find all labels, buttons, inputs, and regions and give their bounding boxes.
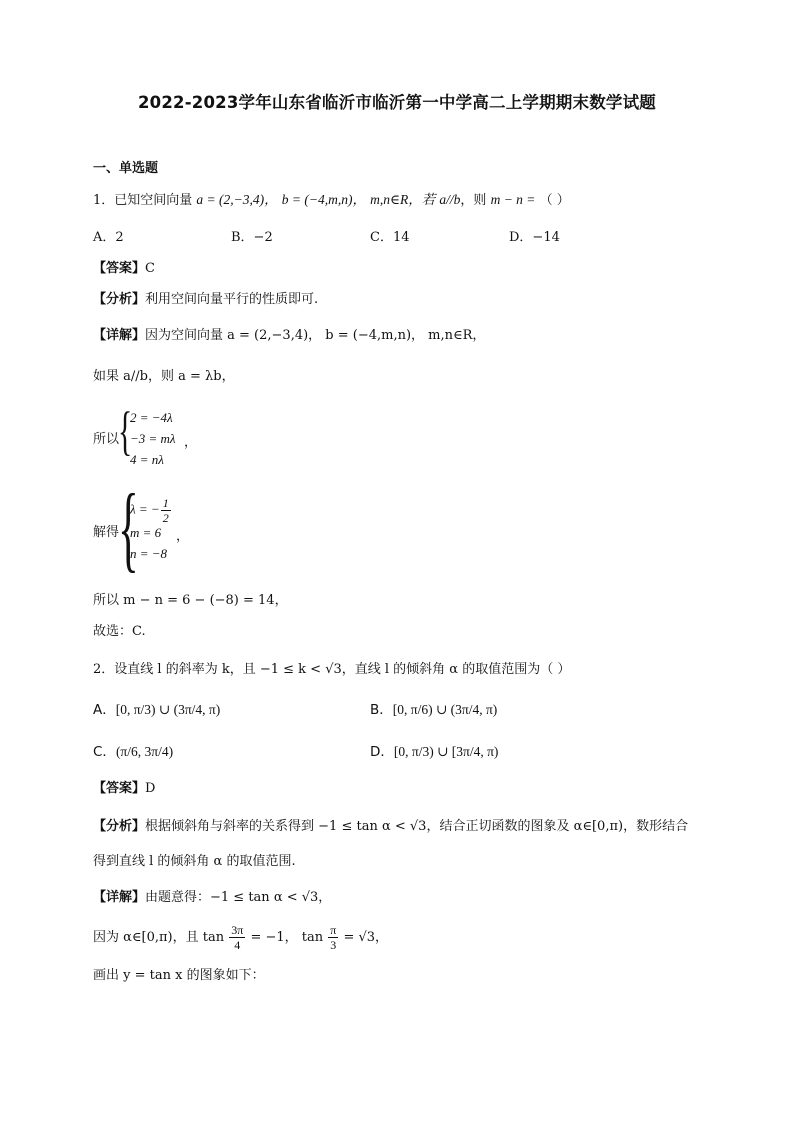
q1-sys1-brace: { (118, 401, 133, 461)
q2-detail-2a: 因为 α∈[0,π)，且 tan (93, 930, 225, 945)
q1-option-b: B．−2 (231, 230, 273, 245)
q2-option-c-text: (π/6, 3π/4) (115, 744, 174, 759)
q1-detail-line2: 如果 a//b，则 a = λb， (93, 369, 235, 384)
q1-sys2-eq1 (130, 496, 172, 525)
q1-result: 所以 m − n = 6 − (−8) = 14， (93, 593, 288, 608)
q2-detail-line2 (93, 923, 388, 952)
q2-detail-line3: 画出 y = tan x 的图象如下： (93, 968, 265, 983)
q2-option-d-text: [0, π/3) ∪ [3π/4, π) (393, 744, 499, 759)
q2-option-d-label: D． (370, 744, 394, 760)
q2-detail (93, 889, 331, 907)
q1-sys1-tail: ， (184, 435, 198, 450)
q2-analysis-line2: 得到直线 l 的倾斜角 α 的取值范围. (93, 854, 296, 869)
q2-detail-2b: = −1， tan (250, 930, 324, 945)
q1-sys2-brace: { (118, 474, 139, 581)
q2-detail-line1: 由题意得：−1 ≤ tan α < √3， (145, 890, 332, 905)
q2-option-c (93, 743, 173, 761)
q2-option-b-text: [0, π/6) ∪ (3π/4, π) (392, 702, 498, 717)
q1-sys1-eq3: 4 = nλ (130, 452, 164, 467)
q2-option-c-label: C． (93, 744, 116, 760)
q1-analysis-text: 利用空间向量平行的性质即可. (145, 292, 319, 307)
q1-answer-tag: 【答案】 (93, 261, 146, 276)
q1-answer-value: C (145, 261, 155, 276)
q2-answer (93, 780, 155, 798)
q2-option-a (93, 701, 220, 719)
q1-option-a: A．2 (93, 230, 124, 245)
q2-option-b (370, 701, 497, 719)
q1-sys2-fraction (161, 496, 171, 525)
q2-frac-pi-3-num: π (330, 923, 337, 937)
q1-analysis (93, 291, 318, 309)
q2-stem: 2．设直线 l 的斜率为 k，且 −1 ≤ k < √3，直线 l 的倾斜角 α 的取值范围为（ ） (93, 662, 571, 677)
q2-option-b-label: B． (370, 702, 393, 718)
q1-ask: ，则 (460, 193, 487, 208)
q1-option-d: D．−14 (509, 230, 560, 245)
q1-detail-tag: 【详解】 (93, 328, 146, 343)
q2-frac-3pi-4-den: 4 (234, 938, 241, 952)
q2-frac-pi-3-den: 3 (330, 938, 337, 952)
q1-paren: （ ） (539, 193, 570, 208)
q1-sys2-tail: ， (176, 529, 190, 544)
q2-frac-pi-3 (328, 923, 338, 952)
section-heading: 一、单选题 (93, 161, 159, 176)
q1-parallel: a//b (439, 192, 461, 207)
q1-vec-a: a = (2,−3,4)， (196, 192, 278, 207)
q2-option-a-label: A． (93, 702, 116, 718)
q1-sys1-eq2: −3 = mλ (130, 431, 176, 446)
q2-option-a-text: [0, π/3) ∪ (3π/4, π) (115, 702, 221, 717)
q1-sys2-lambda: λ = − (130, 501, 160, 517)
q2-analysis-line1: 根据倾斜角与斜率的关系得到 −1 ≤ tan α < √3，结合正切函数的图象及 α∈[0,π)，数形结合 (145, 819, 689, 834)
q1-sys1-eq1: 2 = −4λ (130, 410, 173, 425)
q1-detail (93, 327, 485, 345)
q2-detail-2c: = √3， (343, 930, 389, 945)
q1-so-label: 所以 (93, 432, 120, 447)
q1-sys2-frac-num: 1 (162, 496, 169, 510)
q2-frac-3pi-4-num: 3π (231, 923, 244, 937)
q1-stem (93, 191, 570, 210)
q2-detail-tag: 【详解】 (93, 890, 146, 905)
q1-sys2-eq2: m = 6 (130, 525, 162, 540)
q1-option-c: C．14 (370, 230, 410, 245)
page-title: 2022-2023学年山东省临沂市临沂第一中学高二上学期期末数学试题 (138, 93, 656, 112)
q2-answer-value: D (145, 781, 156, 796)
q1-vec-b: b = (−4,m,n)， (281, 192, 366, 207)
q1-solve-label: 解得 (93, 525, 120, 540)
q1-answer (93, 260, 155, 278)
q1-sys2-eq3: n = −8 (130, 546, 168, 561)
q1-domain: m,n∈R，若 (370, 192, 436, 207)
q1-conclusion: 故选：C. (93, 624, 146, 639)
q1-sys2-frac-den: 2 (162, 511, 169, 525)
q2-option-d (370, 743, 498, 761)
q1-expr: m − n = (490, 192, 536, 207)
q1-detail-line1: 因为空间向量 a = (2,−3,4)， b = (−4,m,n)， m,n∈R， (145, 328, 486, 343)
q1-stem-prefix: 1．已知空间向量 (93, 193, 193, 208)
q2-analysis-tag: 【分析】 (93, 819, 146, 834)
q2-frac-3pi-4 (229, 923, 245, 952)
q2-analysis (93, 818, 688, 836)
q2-answer-tag: 【答案】 (93, 781, 146, 796)
q1-analysis-tag: 【分析】 (93, 292, 146, 307)
